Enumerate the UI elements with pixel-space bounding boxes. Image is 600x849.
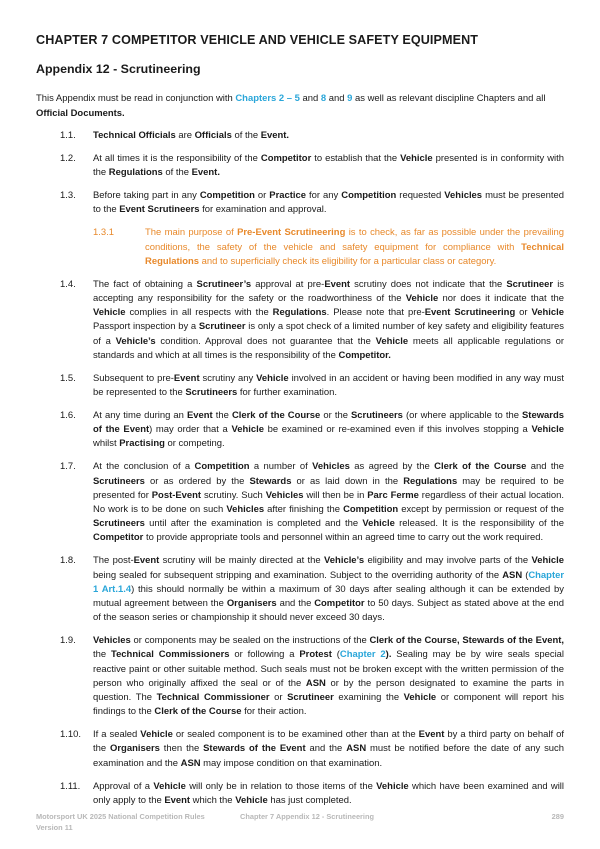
rule-1-6 bbox=[36, 409, 564, 452]
rule-number: 1.9. bbox=[60, 635, 76, 647]
rule-1-9 bbox=[36, 634, 564, 719]
chapter-2-link[interactable]: Chapter 2 bbox=[339, 649, 386, 661]
chapters-2-5-link[interactable]: Chapters 2 – 5 bbox=[235, 93, 300, 104]
rule-number: 1.1. bbox=[60, 130, 76, 141]
chapter-title: CHAPTER 7 COMPETITOR VEHICLE AND VEHICLE SAFETY EQUIPMENT bbox=[36, 33, 479, 47]
rule-text: Vehicles or components may be sealed on the instructions of the Clerk of the Course, Stewards of the Event, the Technical Commissioners or following a Protest (Chapter 2). Sealing may be by wire seals special reactive paint or other suitable method. Such seals must not be broken except with the written permission of the person who originally affixed the seal or of the ASN or by the person designated to examine the parts in question. The Technical Commissioner or Scrutineer examining the Vehicle or component will report his findings to the Clerk of the Course for their action. bbox=[93, 635, 565, 718]
rule-number: 1.3.1 bbox=[93, 227, 114, 239]
intro-paragraph: This Appendix must be read in conjunction with Chapters 2 – 5 and 8 and 9 as well as relevant discipline Chapters and all Official Documents. bbox=[36, 93, 546, 119]
appendix-title: Appendix 12 - Scrutineering bbox=[36, 62, 201, 76]
rule-1-7 bbox=[36, 460, 564, 545]
rule-text: At the conclusion of a Competition a number of Vehicles as agreed by the Clerk of the Course and the Scrutineers or as ordered by the Stewards or as laid down in the Regulations may be required to be presented for Post-Event scrutiny. Such Vehicles will then be in Parc Ferme regardless of their actual location. No work is to be done on such Vehicles after finishing the Competition except by permission or request of the Scrutineers until after the examination is completed and the Vehicle released. It is the responsibility of the Competitor to provide appropriate tools and personnel within an agreed time to carry out the work required. bbox=[93, 461, 565, 544]
rule-text: Subsequent to pre-Event scrutiny any Vehicle involved in an accident or having been modified in any way must be represented to the Scrutineers for further examination. bbox=[93, 372, 565, 399]
footer-version: Version 11 bbox=[36, 822, 73, 832]
rule-number: 1.8. bbox=[60, 555, 76, 567]
rule-text: Technical Officials are Officials of the Event. bbox=[93, 130, 290, 141]
chapter-8-link[interactable]: 8 bbox=[320, 93, 327, 104]
rule-number: 1.6. bbox=[60, 410, 76, 422]
rule-number: 1.3. bbox=[60, 190, 76, 202]
rule-1-2 bbox=[36, 152, 564, 180]
chapter-1-art-1-4-link[interactable]: Chapter 1 Art.1.4 bbox=[93, 569, 565, 595]
rule-text: Before taking part in any Competition or Practice for any Competition requested Vehicles must be presented to the Event Scrutineers for examination and approval. bbox=[93, 190, 564, 216]
rule-text: At all times it is the responsibility of the Competitor to establish that the Vehicle presented is in conformity with the Regulations of the Event. bbox=[93, 153, 564, 179]
rule-text: The main purpose of Pre-Event Scrutineering is to check, as far as possible under the prevailing conditions, the safety of the vehicle and safety equipment for compliance with Technical Regulations and to superficially check its eligibility for a particular class or category. bbox=[145, 227, 565, 267]
rule-1-11 bbox=[36, 780, 564, 808]
footer-publication bbox=[36, 812, 246, 833]
rule-number: 1.10. bbox=[60, 729, 81, 741]
rule-text: The fact of obtaining a Scrutineer’s approval at pre-Event scrutiny does not indicate that the Scrutineer is accepting any responsibility for the safety or the roadworthiness of the Vehicle nor does it indicate that the Vehicle complies in all respects with the Regulations. Please note that pre-Event Scrutineering or Vehicle Passport inspection by a Scrutineer is only a spot check of a limited number of key safety and eligibility features of a Vehicle’s condition. Approval does not guarantee that the Vehicle meets all applicable regulations or standards and which at all times is the responsibility of the Competitor. bbox=[93, 278, 565, 361]
page-number: 289 bbox=[551, 812, 564, 821]
rule-text: If a sealed Vehicle or sealed component is to be examined other than at the Event by a third party on behalf of the Organisers then the Stewards of the Event and the ASN must be notified before the date of any such examination and the ASN may impose condition on that examination. bbox=[93, 729, 565, 769]
rule-number: 1.7. bbox=[60, 461, 76, 473]
rules-list bbox=[36, 129, 564, 817]
rule-1-3-1 bbox=[36, 226, 564, 269]
rule-1-5 bbox=[36, 372, 564, 400]
rule-1-8 bbox=[36, 554, 564, 625]
rule-text: Approval of a Vehicle will only be in relation to those items of the Vehicle which have been examined and will only apply to the Event which the Vehicle has just completed. bbox=[93, 780, 564, 806]
rule-1-3 bbox=[36, 189, 564, 217]
rule-number: 1.5. bbox=[60, 372, 76, 384]
rule-1-10 bbox=[36, 728, 564, 771]
rule-number: 1.4. bbox=[60, 278, 76, 290]
footer-publication-title: Motorsport UK 2025 National Competition Rules bbox=[36, 812, 205, 821]
rule-1-4 bbox=[36, 278, 564, 363]
rule-number: 1.11. bbox=[60, 780, 81, 792]
rule-text: The post-Event scrutiny will be mainly directed at the Vehicle’s eligibility and may involve parts of the Vehicle being sealed for subsequent stripping and examination. Subject to the overriding authority of the ASN (Chapter 1 Art.1.4) this should normally be within a maximum of 30 days after sealing although it can be extended by mutual agreement between the Organisers and the Competitor to 50 days. Subject as stated above at the end of the season series or championship it should never exceed 30 days. bbox=[93, 555, 565, 624]
rule-1-1 bbox=[36, 129, 564, 143]
footer-section: Chapter 7 Appendix 12 - Scrutineering bbox=[240, 812, 375, 821]
chapter-9-link[interactable]: 9 bbox=[347, 93, 353, 104]
rule-text: At any time during an Event the Clerk of the Course or the Scrutineers (or where applicable to the Stewards of the Event) may order that a Vehicle be examined or re-examined even if this involves stopping a Vehicle whilst Practising or competing. bbox=[93, 410, 564, 450]
rule-number: 1.2. bbox=[60, 153, 76, 164]
